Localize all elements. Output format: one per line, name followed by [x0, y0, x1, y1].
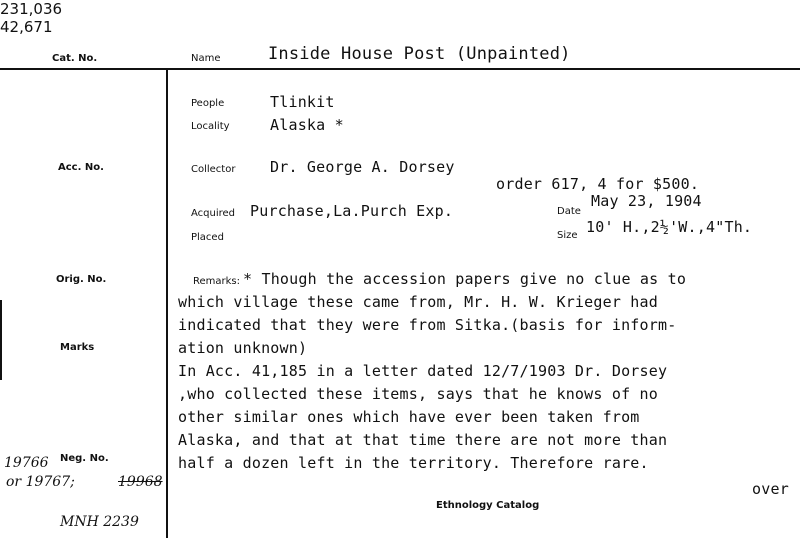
people-value: Tlinkit: [270, 93, 335, 111]
locality-value: Alaska *: [270, 116, 344, 134]
date-value: May 23, 1904: [591, 192, 702, 210]
remarks-line: Alaska, and that at that time there are not more than: [178, 431, 668, 449]
order-note: order 617, 4 for $500.: [496, 175, 700, 193]
cat-no-value: 231,036: [0, 0, 63, 18]
name-value: Inside House Post (Unpainted): [268, 44, 571, 64]
collector-label: Collector: [191, 164, 236, 175]
size-label: Size: [557, 230, 578, 241]
marks-label: Marks: [60, 342, 95, 353]
acquired-label: Acquired: [191, 208, 236, 219]
acc-no-label: Acc. No.: [58, 162, 104, 173]
header-rule: [0, 68, 800, 70]
collector-value: Dr. George A. Dorsey: [270, 158, 455, 176]
neg-number-struck: 19968: [118, 474, 163, 490]
acc-no-value: 42,671: [0, 18, 53, 36]
neg-no-label: Neg. No.: [60, 453, 109, 464]
remarks-line: other similar ones which have ever been taken from: [178, 408, 640, 426]
cat-no-label: Cat. No.: [52, 53, 98, 64]
left-edge-mark: [0, 300, 2, 380]
remarks-line: which village these came from, Mr. H. W. Krieger had: [178, 293, 658, 311]
people-label: People: [191, 98, 225, 109]
column-divider: [166, 68, 168, 538]
remarks-line: indicated that they were from Sitka.(basis for inform-: [178, 316, 677, 334]
size-value: 10' H.,2½'W.,4"Th.: [586, 218, 753, 236]
neg-number-alt: or 19767;: [6, 474, 75, 490]
remarks-first-line: * Though the accession papers give no clue as to: [243, 270, 687, 288]
name-label: Name: [191, 53, 221, 64]
orig-no-label: Orig. No.: [56, 274, 107, 285]
remarks-line: In Acc. 41,185 in a letter dated 12/7/1903 Dr. Dorsey: [178, 362, 668, 380]
date-label: Date: [557, 206, 581, 217]
footer-title: Ethnology Catalog: [436, 500, 540, 511]
neg-number-handwritten: 19766: [4, 455, 49, 471]
remarks-line: ation unknown): [178, 339, 308, 357]
acquired-value: Purchase,La.Purch Exp.: [250, 202, 454, 220]
remarks-line: ,who collected these items, says that he knows of no: [178, 385, 658, 403]
mnh-number: MNH 2239: [60, 514, 139, 530]
placed-label: Placed: [191, 232, 224, 243]
locality-label: Locality: [191, 121, 230, 132]
remarks-line: half a dozen left in the territory. Therefore rare.: [178, 454, 649, 472]
remarks-label: Remarks:: [193, 276, 241, 287]
over-note: over: [752, 480, 789, 498]
